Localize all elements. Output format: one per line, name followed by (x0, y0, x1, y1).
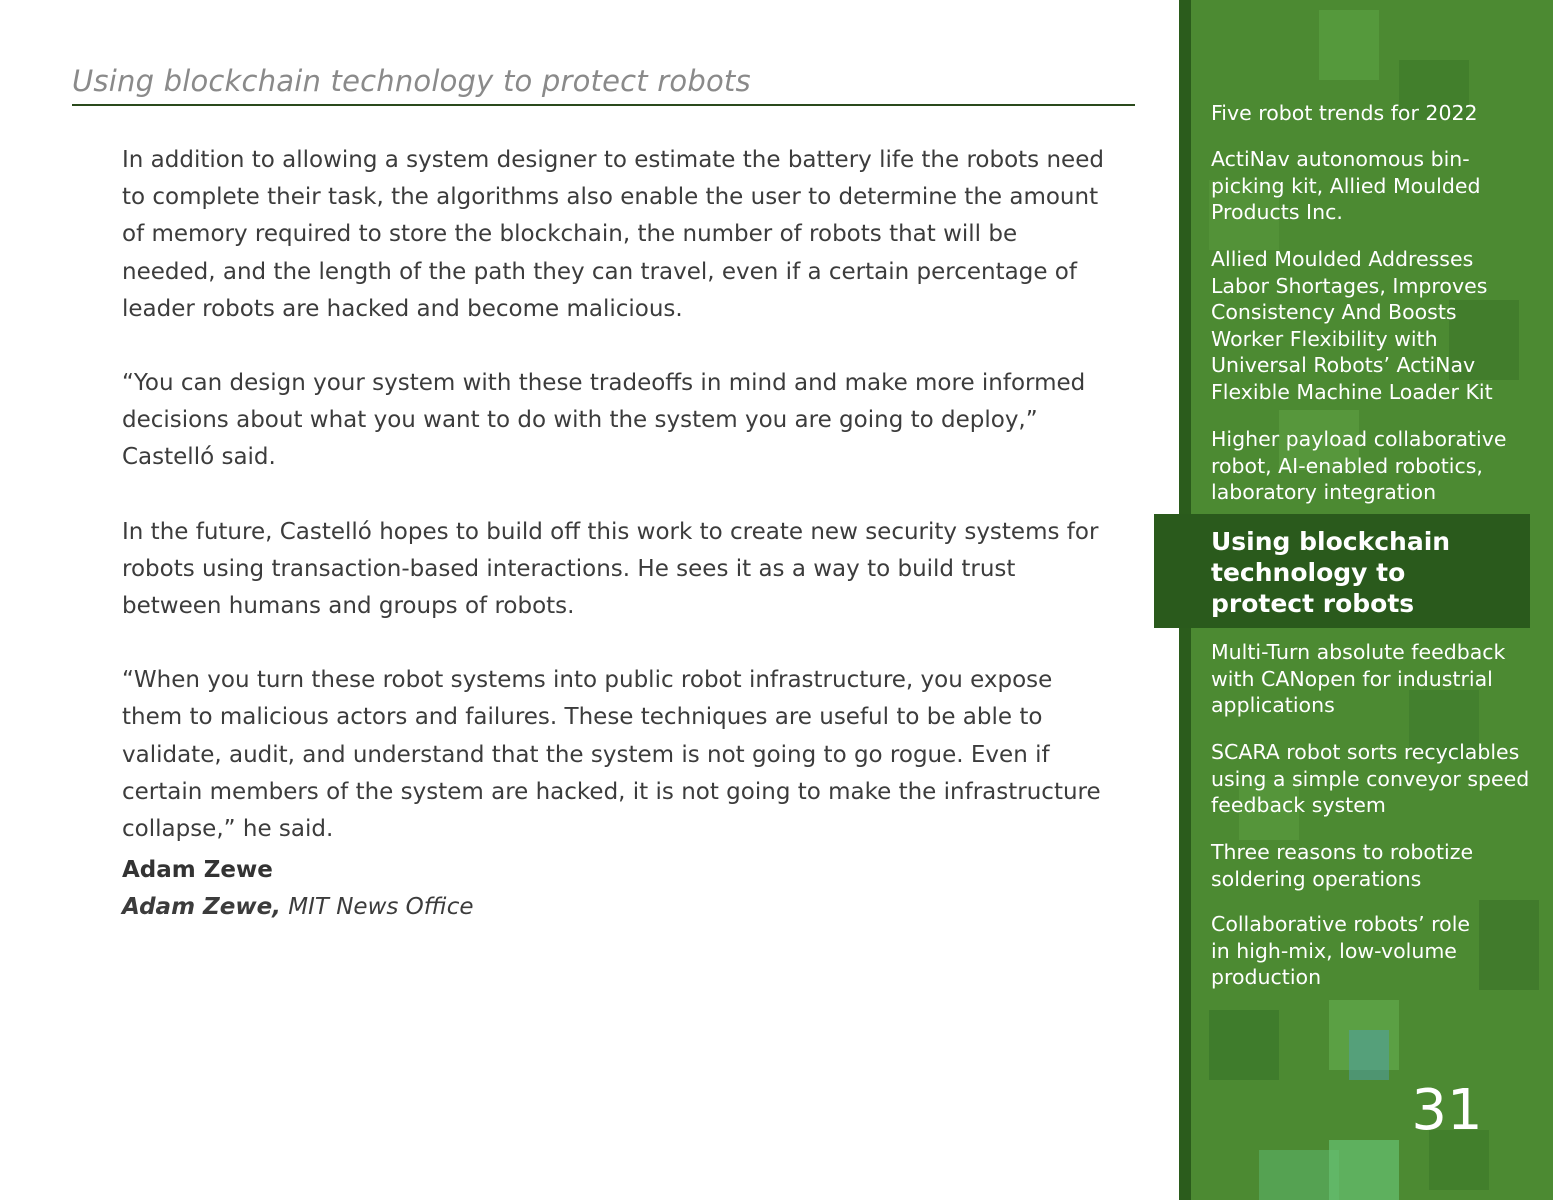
article-paragraph: In addition to allowing a system designer to estimate the battery life the robots need to complete their task, the algorithms also enable the user to determine the amount of memory required to store the blockchain, the number of robots that will be needed, and the length of the path they can travel, even if a certain percentage of leader robots are hacked and become malicious. (122, 147, 1104, 322)
author-credit-org: MIT News Office (288, 894, 474, 920)
toc-item[interactable]: Multi-Turn absolute feedback with CANopen for industrial applications (1211, 640, 1506, 717)
toc-item-active[interactable] (1154, 514, 1530, 628)
toc-item[interactable]: Three reasons to robotize soldering operations (1211, 840, 1474, 891)
section-header (72, 62, 1135, 106)
author-credit (122, 889, 822, 926)
section-title: Using blockchain technology to protect robots (72, 64, 751, 98)
article-paragraph: “When you turn these robot systems into public robot infrastructure, you expose them to malicious actors and failures. These techniques are useful to be able to validate, audit, and understand that the system is not going to go rogue. Even if certain members of the system are hacked, it is not going to make the infrastructure collapse,” he said. (122, 667, 1101, 843)
toc-item[interactable]: SCARA robot sorts recyclables using a simple conveyor speed feedback system (1211, 740, 1530, 817)
author-credit-name: Adam Zewe, (122, 894, 281, 920)
toc-item[interactable]: ActiNav autonomous bin-picking kit, Allied Moulded Products Inc. (1211, 147, 1481, 224)
toc-item[interactable]: Collaborative robots’ role in high-mix, low-volume production (1211, 912, 1471, 989)
page-number: 31 (1411, 1078, 1483, 1143)
article-paragraph: In the future, Castelló hopes to build off this work to create new security systems for robots using transaction-based interactions. He sees it as a way to build trust between humans and groups of robots. (122, 518, 1099, 620)
author-name: Adam Zewe (122, 857, 273, 883)
article-paragraph: “You can design your system with these tradeoffs in mind and make more informed decisions about what you want to do with the system you are going to deploy,” Castelló said. (122, 370, 1086, 471)
toc-item[interactable]: Allied Moulded Addresses Labor Shortages, Improves Consistency And Boosts Worker Flexibility with Universal Robots’ ActiNav Flexible Machine Loader Kit (1211, 247, 1493, 404)
toc-item[interactable]: Five robot trends for 2022 (1211, 101, 1478, 125)
article-body (122, 142, 1112, 885)
toc-item-active-label: Using blockchain technology to protect robots (1211, 527, 1451, 618)
toc-item[interactable]: Higher payload collaborative robot, AI-enabled robotics, laboratory integration (1211, 427, 1507, 504)
author-block (122, 852, 822, 926)
